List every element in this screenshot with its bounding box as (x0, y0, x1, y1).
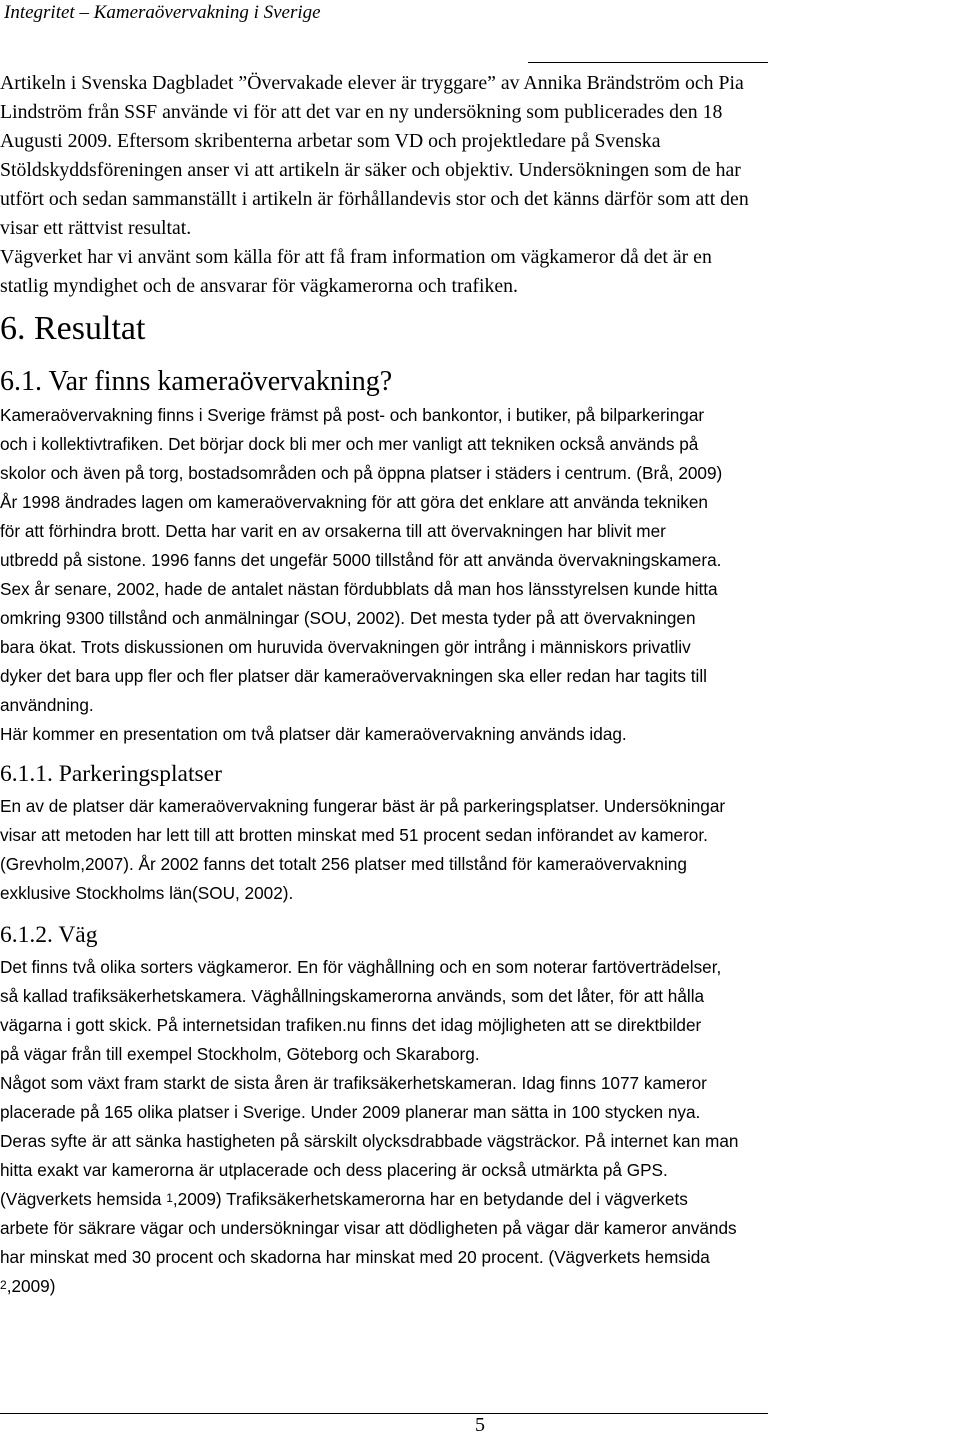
text-line: År 1998 ändrades lagen om kameraövervakning för att göra det enklare att använda tekniken (0, 492, 708, 512)
text-line: arbete för säkrare vägar och undersökningar visar att dödligheten på vägar där kameror används (0, 1218, 737, 1238)
ref-text: (Vägverkets hemsida (0, 1189, 167, 1209)
text-line: (Grevholm,2007). År 2002 fanns det totalt 256 platser med tillstånd för kameraövervakning (0, 854, 687, 874)
section-heading-var-finns: 6.1. Var finns kameraövervakning? (0, 366, 393, 397)
text-line-with-footnote (0, 1272, 957, 1301)
var-finns-paragraph (0, 401, 957, 749)
text-line: En av de platser där kameraövervakning fungerar bäst är på parkeringsplatser. Undersökningar (0, 796, 726, 816)
text-line: så kallad trafiksäkerhetskamera. Väghållningskamerorna används, som det låter, för att hålla (0, 986, 705, 1006)
header-rule (528, 62, 768, 63)
text-line: Artikeln i Svenska Dagbladet ”Övervakade elever är tryggare” av Annika Brändström och Pia (0, 72, 744, 94)
parkeringsplatser-paragraph (0, 792, 957, 908)
section-heading-vag: 6.1.2. Väg (0, 922, 98, 948)
text-line: Lindström från SSF använde vi för att det var en ny undersökning som publicerades den 18 (0, 101, 723, 123)
text-line: användning. (0, 695, 94, 715)
text-line: för att förhindra brott. Detta har varit en av orsakerna till att övervakningen har blivit mer (0, 521, 666, 541)
text-line: Sex år senare, 2002, hade de antalet nästan fördubblats då man hos länsstyrelsen kunde hitta (0, 579, 718, 599)
text-line: exklusive Stockholms län(SOU, 2002). (0, 883, 294, 903)
footnote-marker[interactable]: 2 (0, 1278, 7, 1292)
text-line: Deras syfte är att sänka hastigheten på särskilt olycksdrabbade vägsträckor. På internet kan man (0, 1131, 739, 1151)
text-line: Vägverket har vi använt som källa för att få fram information om vägkameror då det är en (0, 246, 712, 268)
text-line: Stöldskyddsföreningen anser vi att artikeln är säker och objektiv. Undersökningen som de har (0, 159, 741, 181)
text-line: på vägar från till exempel Stockholm, Göteborg och Skaraborg. (0, 1044, 480, 1064)
text-line: placerade på 165 olika platser i Sverige. Under 2009 planerar man sätta in 100 stycken nya. (0, 1102, 701, 1122)
text-line: har minskat med 30 procent och skadorna har minskat med 20 procent. (Vägverkets hemsida (0, 1247, 710, 1267)
text-line: omkring 9300 tillstånd och anmälningar (SOU, 2002). Det mesta tyder på att övervakningen (0, 608, 696, 628)
page-number: 5 (475, 1414, 485, 1436)
text-line: Det finns två olika sorters vägkameror. En för väghållning och en som noterar fartöverträdelser, (0, 957, 722, 977)
text-line: skolor och även på torg, bostadsområden och på öppna platser i städers i centrum. (Brå, 2009) (0, 463, 723, 483)
section-heading-parkeringsplatser: 6.1.1. Parkeringsplatser (0, 761, 222, 787)
text-line: och i kollektivtrafiken. Det börjar dock bli mer och mer vanligt att tekniken också används på (0, 434, 699, 454)
text-line-with-footnote (0, 1185, 957, 1214)
text-line: hitta exakt var kamerorna är utplacerade och dess placering är också utmärkta på GPS. (0, 1160, 668, 1180)
text-line: Här kommer en presentation om två platser där kameraövervakning används idag. (0, 724, 627, 744)
running-header: Integritet – Kameraövervakning i Sverige (4, 2, 321, 23)
page-content (0, 69, 957, 1301)
text-line: utbredd på sistone. 1996 fanns det ungefär 5000 tillstånd för att använda övervakningskamera. (0, 550, 722, 570)
text-line: Kameraövervakning finns i Sverige främst på post- och bankontor, i butiker, på bilparkeringar (0, 405, 705, 425)
sources-paragraph (0, 69, 957, 301)
text-line: visar att metoden har lett till att brotten minskat med 51 procent sedan införandet av kameror. (0, 825, 708, 845)
ref-text: ,2009) Trafiksäkerhetskamerorna har en betydande del i vägverkets (172, 1189, 688, 1209)
text-line: Något som växt fram starkt de sista åren är trafiksäkerhetskameran. Idag finns 1077 kameror (0, 1073, 707, 1093)
vag-paragraph (0, 953, 957, 1301)
text-line: dyker det bara upp fler och fler platser där kameraövervakningen ska eller redan har tagits till (0, 666, 707, 686)
text-line: Augusti 2009. Eftersom skribenterna arbetar som VD och projektledare på Svenska (0, 130, 661, 152)
text-line: utfört och sedan sammanställt i artikeln är förhållandevis stor och det känns därför som att den (0, 188, 749, 210)
section-heading-resultat: 6. Resultat (0, 310, 146, 347)
text-line: bara ökat. Trots diskussionen om huruvida övervakningen gör intrång i människors privatliv (0, 637, 691, 657)
text-line: visar ett rättvist resultat. (0, 217, 192, 239)
text-line: vägarna i gott skick. På internetsidan trafiken.nu finns det idag möjligheten att se direktbilder (0, 1015, 702, 1035)
footnote-marker[interactable]: 1 (166, 1191, 173, 1205)
ref-text: ,2009) (6, 1276, 56, 1296)
text-line: statlig myndighet och de ansvarar för vägkamerorna och trafiken. (0, 275, 518, 297)
